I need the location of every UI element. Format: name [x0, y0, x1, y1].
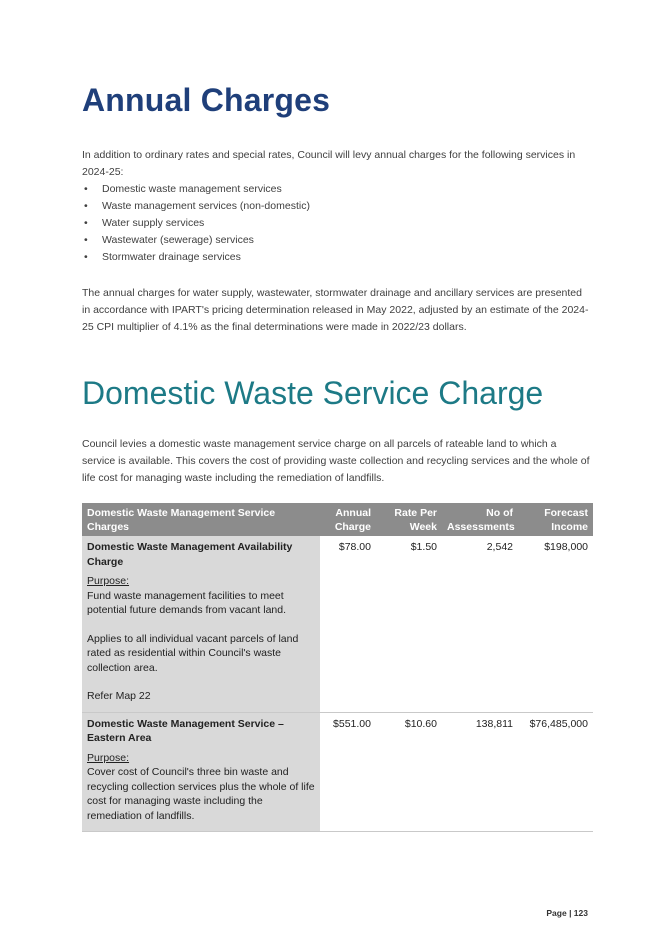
- forecast-income-cell: $198,000: [518, 536, 593, 712]
- section-heading: Domestic Waste Service Charge: [82, 375, 544, 411]
- assessments-cell: 138,811: [442, 712, 518, 832]
- services-list: [82, 181, 310, 266]
- list-item: • Water supply services: [82, 215, 310, 232]
- list-item: • Waste management services (non-domestic): [82, 198, 310, 215]
- rate-per-week-cell: $1.50: [376, 536, 442, 712]
- map-reference: Refer Map 22: [87, 690, 151, 702]
- purpose-label: Purpose:: [87, 575, 130, 587]
- column-header: Rate Per Week: [376, 503, 442, 536]
- intro-paragraph: In addition to ordinary rates and special rates, Council will levy annual charges for the following services in 2024-25:: [82, 149, 576, 178]
- annual-charge-cell: $78.00: [320, 536, 376, 712]
- assessments-cell: 2,542: [442, 536, 518, 712]
- page-title: Annual Charges: [82, 82, 331, 118]
- table-row: [82, 712, 593, 832]
- pricing-paragraph: The annual charges for water supply, wastewater, stormwater drainage and ancillary services are presented in accordance with IPART's pricing determination released in May 2022, adjusted by an estimate of the 2024-25 CPI multiplier of 4.1% as the final determinations were made in 2022/23 dollars.: [82, 287, 589, 333]
- purpose-text: Cover cost of Council's three bin waste and recycling collection services plus the whole of life cost for managing waste including the remediation of landfills.: [87, 766, 315, 822]
- rate-per-week-cell: $10.60: [376, 712, 442, 832]
- section-intro-paragraph: Council levies a domestic waste management service charge on all parcels of rateable land to which a service is available. This covers the cost of providing waste collection and recycling services and the whole of life cost for managing waste including the remediation of landfills.: [82, 438, 590, 484]
- charge-title: Domestic Waste Management Service – Eastern Area: [87, 717, 284, 744]
- column-header: Forecast Income: [518, 503, 593, 536]
- purpose-text: Fund waste management facilities to meet potential future demands from vacant land.: [87, 589, 287, 616]
- table-row: [82, 536, 593, 712]
- page-number: Page | 123: [546, 908, 588, 918]
- charge-title: Domestic Waste Management Availability Charge: [87, 541, 293, 568]
- charges-table: [82, 503, 593, 832]
- annual-charge-cell: $551.00: [320, 712, 376, 832]
- charge-description-cell: [82, 536, 320, 712]
- charge-description-cell: [82, 712, 320, 832]
- purpose-label: Purpose:: [87, 751, 130, 764]
- applies-text: Applies to all individual vacant parcels of land rated as residential within Council's waste collection area.: [87, 632, 299, 674]
- forecast-income-cell: $76,485,000: [518, 712, 593, 832]
- column-header: Domestic Waste Management Service Charges: [82, 503, 320, 536]
- table-header-row: [82, 503, 593, 536]
- list-item: • Wastewater (sewerage) services: [82, 232, 310, 249]
- list-item: • Stormwater drainage services: [82, 249, 310, 266]
- list-item: • Domestic waste management services: [82, 181, 310, 198]
- column-header: Annual Charge: [320, 503, 376, 536]
- column-header: No of Assessments: [442, 503, 518, 536]
